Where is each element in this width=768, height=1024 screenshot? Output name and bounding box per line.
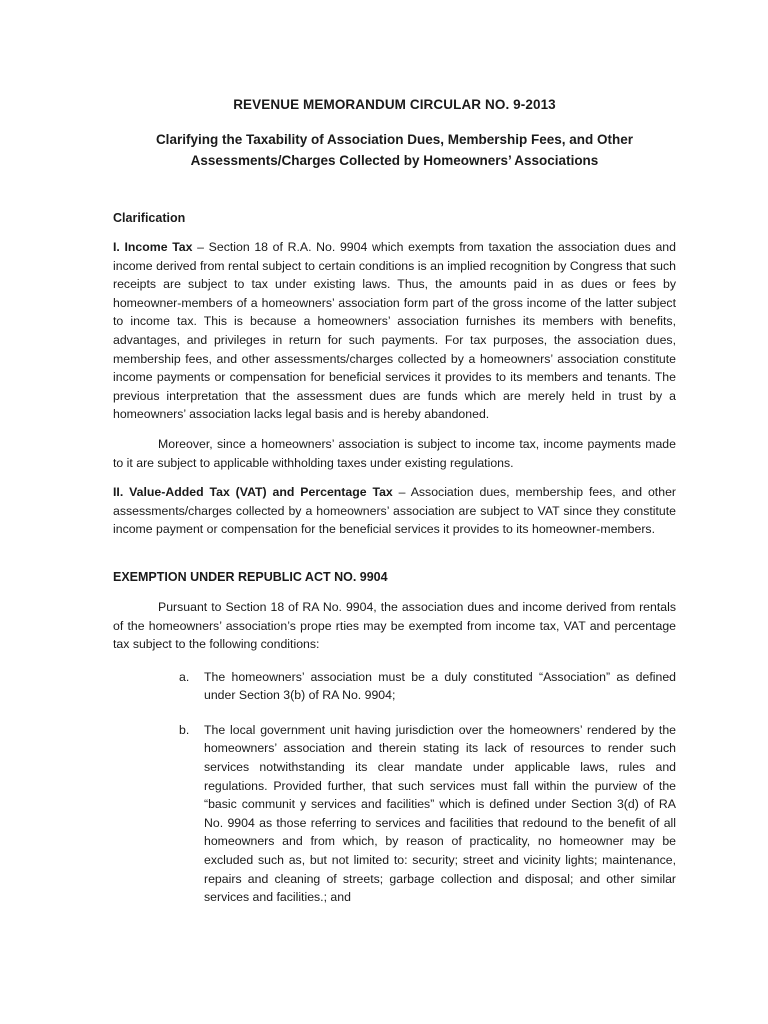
subtitle-line-2: Assessments/Charges Collected by Homeowners’ Associations xyxy=(190,153,599,168)
income-tax-paragraph xyxy=(113,238,676,424)
moreover-paragraph: Moreover, since a homeowners’ association is subject to income tax, income payments made to it are subject to applicable withholding taxes under existing regulations. xyxy=(113,436,676,470)
conditions-list xyxy=(113,668,676,907)
exemption-heading: EXEMPTION UNDER REPUBLIC ACT NO. 9904 xyxy=(113,569,388,584)
list-item xyxy=(179,721,676,907)
vat-lead: II. Value-Added Tax (VAT) and Percentage Tax xyxy=(113,485,393,500)
vat-text: – Association dues, membership fees, and other assessments/charges collected by a homeowners’ association are subject to VAT since they constitute income payment or compensation for the beneficial services it provides to its homeowner-members. xyxy=(113,485,676,537)
document-title: REVENUE MEMORANDUM CIRCULAR NO. 9-2013 xyxy=(233,97,556,112)
list-item-text: The local government unit having jurisdiction over the homeowners’ rendered by the homeowners’ association and therein stating its lack of resources to render such services notwithstanding its clear mandate under applicable laws, rules and regulations. Provided further, that such services must fall within the purview of the “basic communit y services and facilities” which is defined under Section 3(d) of RA No. 9904 as those referring to services and facilities that redound to the benefit of all homeowners and from which, by reason of practicality, no homeowner may be excluded such as, but not limited to: security; street and vicinity lights; maintenance, repairs and cleaning of streets; garbage collection and disposal; and other similar services and facilities.; and xyxy=(204,722,676,905)
vat-paragraph xyxy=(113,483,676,539)
list-marker: a. xyxy=(179,669,190,684)
pursuant-paragraph: Pursuant to Section 18 of RA No. 9904, the association dues and income derived from rentals of the homeowners’ association’s prope rties may be exempted from income tax, VAT and percentage tax subject to the following conditions: xyxy=(113,599,676,652)
list-item-text: The homeowners’ association must be a duly constituted “Association” as defined under Section 3(b) of RA No. 9904; xyxy=(204,669,676,703)
clarification-heading: Clarification xyxy=(113,211,186,225)
list-marker: b. xyxy=(179,722,190,737)
income-tax-lead: I. Income Tax xyxy=(113,240,193,254)
document-subtitle xyxy=(113,129,676,171)
subtitle-line-1: Clarifying the Taxability of Association Dues, Membership Fees, and Other xyxy=(155,132,634,147)
list-item xyxy=(179,668,676,705)
income-tax-text: – Section 18 of R.A. No. 9904 which exempts from taxation the association dues and income derived from rental subject to certain conditions is an implied recognition by Congress that such receipts are subject to tax under existing laws. Thus, the amounts paid in as dues or fees by homeowner-members of a homeowners’ association form part of the gross income of the latter subject to income tax. This is because a homeowners’ association furnishes its members with benefits, advantages, and privileges in return for such payments. For tax purposes, the association dues, membership fees, and other assessments/charges collected by a homeowners’ association constitute income payments or compensation for beneficial services it provides to its members and tenants. The previous interpretation that the assessment dues are funds which are merely held in trust by a homeowners’ association lacks legal basis and is hereby abandoned. xyxy=(113,240,676,422)
